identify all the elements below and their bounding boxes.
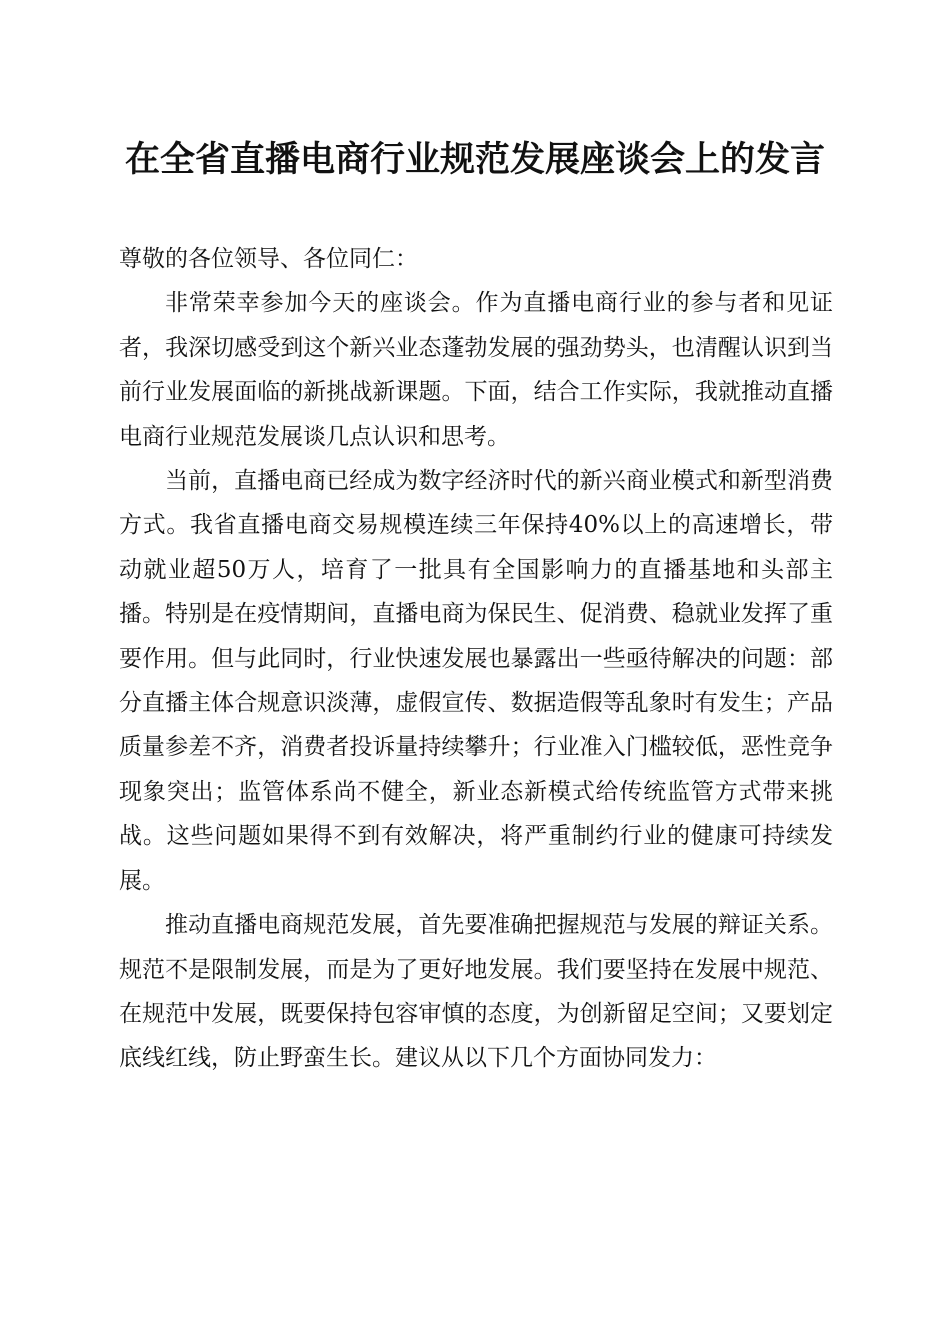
paragraph-2: 当前，直播电商已经成为数字经济时代的新兴商业模式和新型消费方式。我省直播电商交易规模连续三年保持40%以上的高速增长，带动就业超50万人，培育了一批具有全国影响力的直播基地和头部主播。特别是在疫情期间，直播电商为保民生、促消费、稳就业发挥了重要作用。但与此同时，行业快速发展也暴露出一些亟待解决的问题：部分直播主体合规意识淡薄，虚假宣传、数据造假等乱象时有发生；产品质量参差不齐，消费者投诉量持续攀升；行业准入门槛较低，恶性竞争现象突出；监管体系尚不健全，新业态新模式给传统监管方式带来挑战。这些问题如果得不到有效解决，将严重制约行业的健康可持续发展。 (119, 468, 833, 894)
paragraph-1: 非常荣幸参加今天的座谈会。作为直播电商行业的参与者和见证者，我深切感受到这个新兴业态蓬勃发展的强劲势头，也清醒认识到当前行业发展面临的新挑战新课题。下面，结合工作实际，我就推动直播电商行业规范发展谈几点认识和思考。 (119, 290, 833, 450)
salutation: 尊敬的各位领导、各位同仁： (119, 246, 418, 272)
document-body (119, 237, 833, 1081)
paragraph-3: 推动直播电商规范发展，首先要准确把握规范与发展的辩证关系。规范不是限制发展，而是为了更好地发展。我们要坚持在发展中规范、在规范中发展，既要保持包容审慎的态度，为创新留足空间；又要划定底线红线，防止野蛮生长。建议从以下几个方面协同发力： (119, 912, 833, 1072)
document-title: 在全省直播电商行业规范发展座谈会上的发言 (124, 139, 825, 180)
